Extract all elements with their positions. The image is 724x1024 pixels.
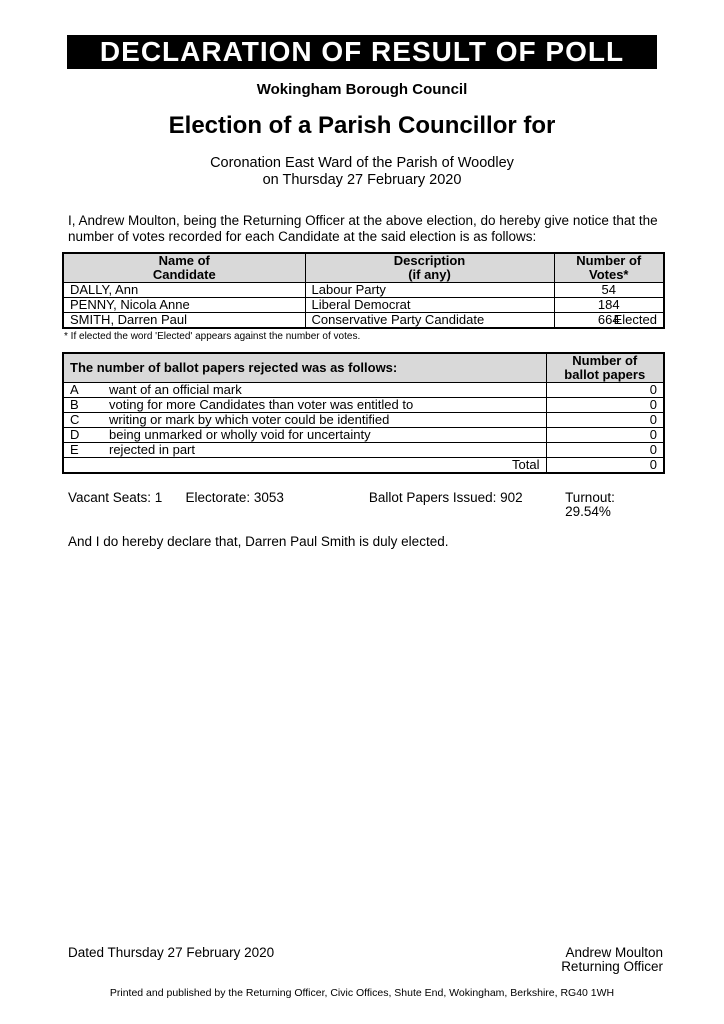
officer-name: Andrew Moulton: [565, 945, 663, 960]
election-title: Election of a Parish Councillor for: [168, 112, 556, 139]
header-line: Candidate: [152, 267, 216, 282]
stat-vacant-seats: Vacant Seats: 1: [68, 490, 163, 505]
candidate-description: Liberal Democrat: [305, 298, 554, 313]
candidate-description: Conservative Party Candidate: [305, 313, 554, 329]
total-label: Total: [63, 458, 546, 474]
rejected-total-row: [63, 458, 664, 474]
footer: [68, 946, 663, 974]
rejected-header-count: [546, 353, 664, 383]
results-footnote: * If elected the word 'Elected' appears against the number of votes.: [64, 331, 361, 342]
rejected-header-label: The number of ballot papers rejected was as follows:: [63, 353, 546, 383]
header-line: Description: [393, 253, 466, 268]
officer-title: Returning Officer: [561, 959, 663, 974]
votes-number: 664: [597, 312, 620, 327]
candidate-description: Labour Party: [305, 283, 554, 298]
printed-line: Printed and published by the Returning Officer, Civic Offices, Shute End, Wokingham, Berkshire, RG40 1WH: [109, 987, 615, 999]
ward-name: Coronation East Ward of the Parish of Woodley: [210, 155, 514, 171]
rejection-code: B: [63, 398, 103, 413]
rejection-code: A: [63, 383, 103, 398]
header-line: ballot papers: [564, 367, 646, 382]
rejected-row: [63, 428, 664, 443]
results-header-description: [305, 253, 554, 283]
rejection-description: want of an official mark: [103, 383, 546, 398]
document-title-banner: DECLARATION OF RESULT OF POLL: [67, 35, 657, 69]
candidate-row: [63, 283, 664, 298]
stats-bar: [68, 491, 664, 519]
council-name: Wokingham Borough Council: [256, 81, 468, 98]
header-line: (if any): [408, 267, 451, 282]
rejected-row: [63, 413, 664, 428]
rejected-row: [63, 398, 664, 413]
rejection-count: 0: [546, 398, 664, 413]
rejection-description: being unmarked or wholly void for uncertainty: [103, 428, 546, 443]
rejected-row: [63, 383, 664, 398]
ward-and-date: [0, 155, 724, 189]
election-date: on Thursday 27 February 2020: [262, 172, 462, 188]
rejection-code: D: [63, 428, 103, 443]
officer-signature-block: [561, 946, 663, 974]
results-header-votes: [554, 253, 664, 283]
rejection-description: voting for more Candidates than voter was entitled to: [103, 398, 546, 413]
header-line: Name of: [158, 253, 210, 268]
candidate-row: [63, 298, 664, 313]
header-line: Votes*: [589, 267, 629, 282]
candidate-votes: [554, 313, 664, 329]
stat-ballot-papers-issued: Ballot Papers Issued: 902: [368, 490, 523, 505]
header-line: Number of: [572, 353, 638, 368]
rejection-code: C: [63, 413, 103, 428]
elected-badge: Elected: [613, 312, 657, 327]
dated-line: Dated Thursday 27 February 2020: [68, 945, 275, 960]
candidate-name: PENNY, Nicola Anne: [63, 298, 305, 313]
rejected-row: [63, 443, 664, 458]
candidate-votes: 54: [554, 283, 664, 298]
rejection-count: 0: [546, 383, 664, 398]
rejection-description: writing or mark by which voter could be identified: [103, 413, 546, 428]
rejection-description: rejected in part: [103, 443, 546, 458]
candidate-name: SMITH, Darren Paul: [63, 313, 305, 329]
candidate-name: DALLY, Ann: [63, 283, 305, 298]
rejection-count: 0: [546, 413, 664, 428]
rejection-code: E: [63, 443, 103, 458]
rejection-count: 0: [546, 443, 664, 458]
stat-electorate: Electorate: 3053: [185, 490, 284, 505]
declaration-text: And I do hereby declare that, Darren Paul Smith is duly elected.: [68, 534, 449, 549]
total-count: 0: [546, 458, 664, 474]
stat-turnout: Turnout: 29.54%: [565, 490, 615, 519]
rejected-header-row: [63, 353, 664, 383]
header-line: Number of: [576, 253, 642, 268]
results-header-name: [63, 253, 305, 283]
results-table: [62, 252, 665, 329]
candidate-votes: 184: [554, 298, 664, 313]
rejected-ballots-table: [62, 352, 665, 474]
notice-paragraph: I, Andrew Moulton, being the Returning Officer at the above election, do hereby give notice that the number of votes recorded for each Candidate at the said election is as follows:: [68, 213, 658, 244]
candidate-row: [63, 313, 664, 329]
rejection-count: 0: [546, 428, 664, 443]
results-header-row: [63, 253, 664, 283]
